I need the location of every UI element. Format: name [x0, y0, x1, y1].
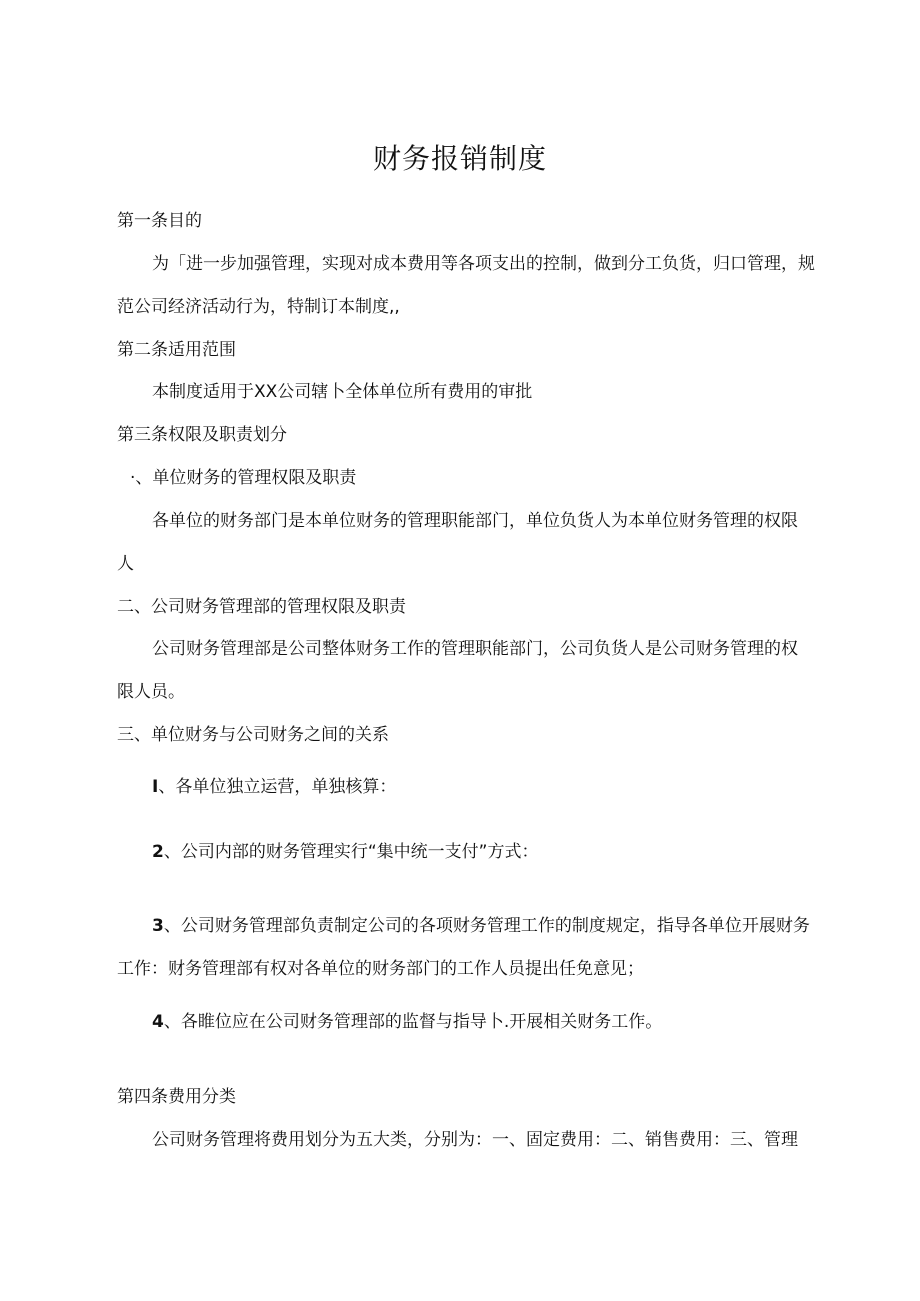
list-item-2 — [152, 841, 538, 863]
article-2-heading: 第二条适用范围 — [117, 340, 236, 360]
list-item-3-text-line-2: 工作：财务管理部有权对各单位的财务部门的工作人员提出任免意见； — [117, 959, 644, 979]
list-item-3-text-line-1: 、公司财务管理部负责制定公司的各项财务管理工作的制度规定，指导各单位开展财务 — [163, 916, 810, 936]
article-3-subsection-2-paragraph-line-2: 限人员。 — [117, 682, 185, 702]
document-title: 财务报销制度 — [372, 142, 547, 175]
article-3-subsection-2-paragraph-line-1: 公司财务管理部是公司整体财务工作的管理职能部门，公司负货人是公司财务管理的权 — [152, 639, 798, 659]
article-4-heading: 第四条费用分类 — [117, 1087, 236, 1107]
article-3-heading: 第三条权限及职责划分 — [117, 425, 287, 445]
list-item-2-number: 2 — [152, 842, 164, 862]
list-item-4 — [152, 1011, 662, 1033]
list-item-4-text: 、各睢位应在公司财务管理部的监督与指导卜.开展相关财务工作。 — [163, 1012, 663, 1032]
list-item-1-number: I — [152, 777, 159, 797]
list-item-2-text: 、公司内部的财务管理实行“集中统一支付”方式： — [163, 842, 539, 862]
article-1-paragraph-line-1: 为「进一步加强管理，实现对成本费用等各项支出的控制，做到分工负货，归口管理，规 — [152, 254, 815, 274]
list-item-1 — [152, 776, 396, 798]
article-3-subsection-1-paragraph-line-1: 各单位的财务部门是本单位财务的管理职能部门，单位负货人为本单位财务管理的权限 — [152, 511, 798, 531]
list-item-3 — [152, 915, 810, 937]
article-1-heading: 第一条目的 — [117, 211, 202, 231]
article-3-subsection-1: ·、单位财务的管理权限及职责 — [130, 468, 357, 488]
article-2-paragraph: 本制度适用于XX公司辖卜全体单位所有费用的审批 — [152, 382, 533, 402]
list-item-1-text: 、各单位独立运营，单独核算： — [158, 777, 397, 797]
article-3-subsection-3: 三、单位财务与公司财务之间的关系 — [117, 725, 389, 745]
list-item-3-number: 3 — [152, 916, 164, 936]
article-3-subsection-1-paragraph-line-2: 人 — [117, 554, 134, 574]
list-item-4-number: 4 — [152, 1012, 164, 1032]
article-1-paragraph-line-2: 范公司经济活动行为，特制订本制度,, — [117, 297, 400, 317]
article-4-paragraph-line-1: 公司财务管理将费用划分为五大类，分别为：一、固定费用：二、销售费用：三、管理 — [152, 1130, 798, 1150]
article-3-subsection-2: 二、公司财务管理部的管理权限及职责 — [117, 597, 406, 617]
